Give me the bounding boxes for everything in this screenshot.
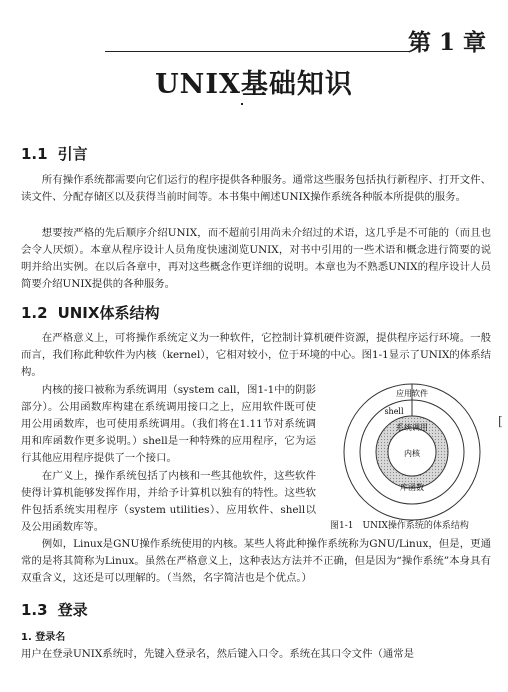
margin-mark: [ [498, 414, 503, 428]
title-dot [241, 103, 243, 105]
paragraph: 在严格意义上，可将操作系统定义为一种软件，它控制计算机硬件资源，提供程序运行环境。一般而言，我们称此种软件为内核（kernel），它相对较小，位于环境的中心。图1-1显示了UNIX的体系结构。 [21, 332, 491, 378]
section-number: 1.2 [21, 304, 48, 322]
section-heading-1-1 [21, 143, 88, 164]
chapter-title: UNIX基础知识 [155, 69, 353, 100]
paragraph: 在广义上，操作系统包括了内核和一些其他软件，这些软件使得计算机能够发挥作用，并给予计算机以独有的特性。这些软件包括系统实用程序（system utilities）、应用软件、shell以及公用函数库等。 [21, 470, 316, 533]
label-kernel: 内核 [404, 449, 420, 458]
section-number: 1.3 [21, 601, 48, 619]
section-number: 1.1 [21, 145, 48, 163]
figure-caption: 图1-1 UNIX操作系统的体系结构 [330, 521, 469, 531]
paragraph: 例如，Linux是GNU操作系统使用的内核。某些人将此种操作系统称为GNU/Linux，但是，更通常的是将其简称为Linux。虽然在严格意义上，这种表达方法并不正确，但是因为“操作系统”本身具有双重含义，这还是可以理解的。（当然，名字简洁也是个优点。） [21, 538, 491, 584]
paragraph: 想要按严格的先后顺序介绍UNIX，而不超前引用尚未介绍过的术语，这几乎是不可能的（而且也会令人厌烦）。本章从程序设计人员角度快速浏览UNIX，对书中引用的一些术语和概念进行简要的说明并给出实例。在以后各章中，再对这些概念作更详细的说明。本章也为不熟悉UNIX的程序设计人员简要介绍UNIX提供的各种服务。 [21, 227, 491, 290]
label-shell: shell [384, 407, 404, 416]
label-app: 应用软件 [396, 389, 428, 398]
paragraph: 内核的接口被称为系统调用（system call，图1-1中的阴影部分）。公用函数库构建在系统调用接口之上，应用软件既可使用公用函数库，也可使用系统调用。（我们将在1.11节对系统调用和库函数作更多说明。）shell是一种特殊的应用程序，它为运行其他应用程序提供了一个接口。 [21, 384, 316, 464]
section-title: 登录 [57, 601, 88, 619]
paragraph: 所有操作系统都需要向它们运行的程序提供各种服务。通常这些服务包括执行新程序、打开文件、读文件、分配存储区以及获得当前时间等。本书集中阐述UNIX操作系统各种版本所提供的服务。 [21, 174, 491, 203]
section-title: UNIX体系结构 [57, 304, 160, 322]
label-lib: 库函数 [400, 483, 424, 492]
subheading-login-name: 1. 登录名 [21, 632, 66, 643]
section-heading-1-3 [21, 599, 88, 620]
section-title: 引言 [57, 145, 88, 163]
chapter-label: 第 1 章 [407, 29, 486, 56]
label-syscall: 系统调用 [396, 423, 428, 432]
architecture-diagram [332, 372, 492, 532]
section-heading-1-2 [21, 302, 159, 323]
chapter-rule [105, 51, 410, 52]
paragraph: 用户在登录UNIX系统时，先键入登录名，然后键入口令。系统在其口令文件（通常是 [21, 648, 415, 660]
